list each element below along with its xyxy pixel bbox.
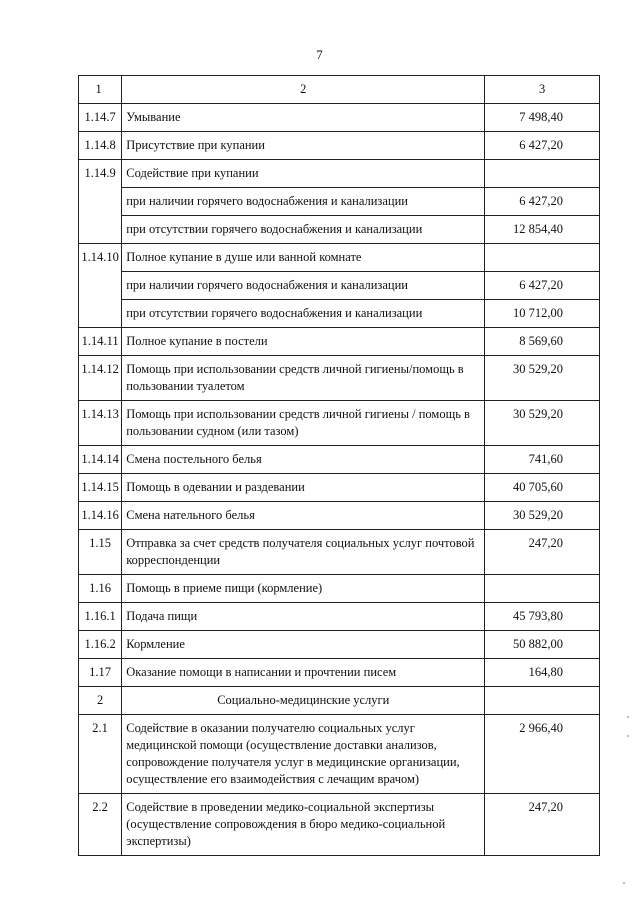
table-row [79,244,600,272]
row-number: 1.17 [79,659,122,687]
service-price: 741,60 [485,446,600,474]
table-header-row [79,76,600,104]
service-subname: при наличии горячего водоснабжения и канализации [122,188,485,216]
row-number: 1.15 [79,530,122,575]
service-price: 247,20 [485,794,600,856]
row-number: 1.14.13 [79,401,122,446]
table-row [79,104,600,132]
service-price: 247,20 [485,530,600,575]
service-name: Смена постельного белья [122,446,485,474]
row-number: 1.14.7 [79,104,122,132]
price-table [78,75,600,856]
service-price: 6 427,20 [485,272,600,300]
table-row [79,132,600,160]
service-price: 10 712,00 [485,300,600,328]
row-number: 1.14.14 [79,446,122,474]
row-number: 1.14.15 [79,474,122,502]
table-row [79,446,600,474]
service-price [485,575,600,603]
service-name: Помощь при использовании средств личной гигиены/помощь в пользовании туалетом [122,356,485,401]
service-price: 45 793,80 [485,603,600,631]
scan-speck [627,735,629,737]
service-name: Кормление [122,631,485,659]
table-row [79,474,600,502]
service-price: 6 427,20 [485,188,600,216]
row-number: 1.14.8 [79,132,122,160]
row-number: 1.16.1 [79,603,122,631]
scan-speck [623,882,625,884]
table-subrow [79,216,600,244]
service-price: 30 529,20 [485,502,600,530]
service-name: Оказание помощи в написании и прочтении писем [122,659,485,687]
row-number: 1.16.2 [79,631,122,659]
table-row [79,160,600,188]
service-price: 40 705,60 [485,474,600,502]
row-number: 1.14.16 [79,502,122,530]
table-row [79,794,600,856]
page-number: 7 [316,47,323,62]
header-col-3: 3 [485,76,600,104]
service-subname: при отсутствии горячего водоснабжения и канализации [122,300,485,328]
table-row [79,575,600,603]
table-subrow [79,188,600,216]
table-row [79,328,600,356]
scan-speck [627,716,629,718]
header-col-1: 1 [79,76,122,104]
row-number: 1.14.9 [79,160,122,244]
table-row [79,603,600,631]
service-name: Помощь в приеме пищи (кормление) [122,575,485,603]
row-number: 2.1 [79,715,122,794]
section-row [79,687,600,715]
service-price [485,687,600,715]
service-name: Содействие при купании [122,160,485,188]
service-price: 8 569,60 [485,328,600,356]
table-row [79,530,600,575]
service-name: Отправка за счет средств получателя социальных услуг почтовой корреспонденции [122,530,485,575]
table-row [79,715,600,794]
row-number: 1.14.10 [79,244,122,328]
table-subrow [79,300,600,328]
service-name: Умывание [122,104,485,132]
table-row [79,631,600,659]
row-number: 2.2 [79,794,122,856]
service-price [485,160,600,188]
service-name: Присутствие при купании [122,132,485,160]
table-row [79,356,600,401]
service-price: 12 854,40 [485,216,600,244]
section-title: Социально-медицинские услуги [122,687,485,715]
service-price: 30 529,20 [485,356,600,401]
service-name: Содействие в оказании получателю социальных услуг медицинской помощи (осуществление доставки анализов, сопровождение получателя услуг в медицинские организации, осуществление его взаимодействия с лечащим врачом) [122,715,485,794]
service-name: Полное купание в постели [122,328,485,356]
row-number: 1.14.12 [79,356,122,401]
service-name: Полное купание в душе или ванной комнате [122,244,485,272]
header-col-2: 2 [122,76,485,104]
service-price: 50 882,00 [485,631,600,659]
row-number: 1.16 [79,575,122,603]
service-price: 164,80 [485,659,600,687]
service-price [485,244,600,272]
service-price: 30 529,20 [485,401,600,446]
service-subname: при отсутствии горячего водоснабжения и канализации [122,216,485,244]
table-subrow [79,272,600,300]
service-name: Помощь при использовании средств личной гигиены / помощь в пользовании судном (или тазом) [122,401,485,446]
service-price: 7 498,40 [485,104,600,132]
service-price: 6 427,20 [485,132,600,160]
row-number: 1.14.11 [79,328,122,356]
section-number: 2 [79,687,122,715]
table-row [79,401,600,446]
table-row [79,502,600,530]
service-name: Содействие в проведении медико-социальной экспертизы (осуществление сопровождения в бюро медико-социальной экспертизы) [122,794,485,856]
service-price: 2 966,40 [485,715,600,794]
table-row [79,659,600,687]
service-name: Смена нательного белья [122,502,485,530]
service-name: Подача пищи [122,603,485,631]
service-name: Помощь в одевании и раздевании [122,474,485,502]
service-subname: при наличии горячего водоснабжения и канализации [122,272,485,300]
